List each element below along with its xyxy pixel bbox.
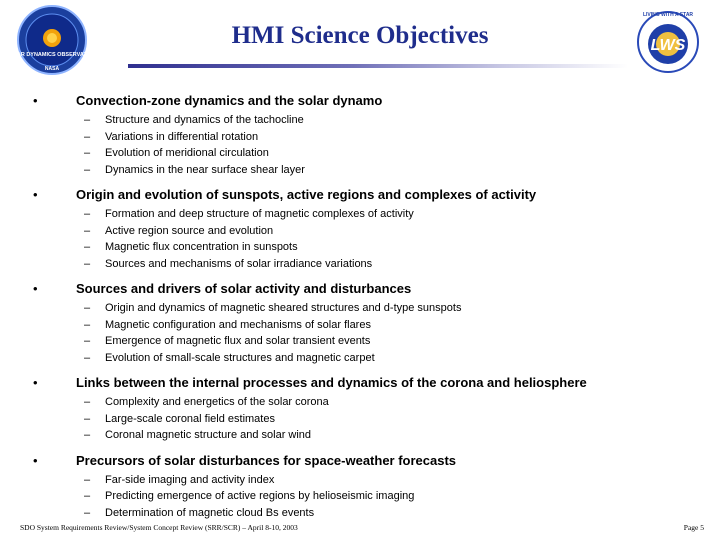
objective-subitems — [0, 302, 720, 368]
dash-marker-icon: – — [84, 224, 91, 237]
objective-subitem — [0, 164, 720, 181]
objective-subitem — [0, 147, 720, 164]
dash-marker-icon: – — [84, 506, 91, 519]
objective-heading: Convection-zone dynamics and the solar dynamo — [76, 93, 383, 108]
objective-subitem — [0, 335, 720, 352]
objective-subitems — [0, 208, 720, 274]
subitem-text: Far-side imaging and activity index — [105, 473, 275, 486]
footer-citation: SDO System Requirements Review/System Concept Review (SRR/SCR) – April 8-10, 2003 — [20, 523, 298, 532]
title-divider — [128, 64, 628, 68]
objective-subitem — [0, 352, 720, 369]
subitem-text: Active region source and evolution — [105, 224, 274, 237]
dash-marker-icon: – — [84, 130, 91, 143]
objective-subitem — [0, 208, 720, 225]
sdo-logo-center-text: SOLAR DYNAMICS OBSERVATORY — [5, 52, 99, 58]
subitem-text: Complexity and energetics of the solar corona — [105, 396, 329, 408]
dash-marker-icon: – — [84, 335, 91, 347]
objective-heading: Links between the internal processes and dynamics of the corona and heliosphere — [76, 375, 587, 390]
dash-marker-icon: – — [84, 318, 91, 331]
bullet-marker-icon: • — [33, 375, 38, 390]
objective-subitem — [0, 302, 720, 319]
subitem-text: Determination of magnetic cloud Bs events — [105, 506, 315, 519]
objective-bullet — [0, 452, 720, 472]
subitem-text: Emergence of magnetic flux and solar transient events — [105, 335, 371, 347]
page-number: Page 5 — [683, 523, 704, 532]
lws-logo-main-text: LWS — [650, 37, 686, 54]
subitem-text: Structure and dynamics of the tachocline — [105, 114, 304, 126]
objective-subitem — [0, 241, 720, 258]
objectives-list — [0, 92, 720, 529]
subitem-text: Formation and deep structure of magnetic complexes of activity — [105, 208, 414, 220]
bullet-marker-icon: • — [33, 281, 38, 296]
dash-marker-icon: – — [84, 208, 91, 220]
objective-subitem — [0, 507, 720, 524]
bullet-marker-icon: • — [33, 93, 38, 108]
dash-marker-icon: – — [84, 147, 91, 159]
subitem-text: Evolution of small-scale structures and magnetic carpet — [105, 351, 375, 364]
subitem-text: Coronal magnetic structure and solar wind — [105, 429, 312, 441]
subitem-text: Magnetic configuration and mechanisms of solar flares — [105, 318, 371, 331]
objective-subitem — [0, 225, 720, 242]
objective-subitems — [0, 396, 720, 446]
page-title: HMI Science Objectives — [231, 22, 489, 49]
objective-bullet — [0, 280, 720, 300]
subitem-text: Sources and mechanisms of solar irradiance variations — [105, 257, 373, 270]
bullet-marker-icon: • — [33, 187, 38, 202]
subitem-text: Large-scale coronal field estimates — [105, 412, 275, 425]
objective-bullet — [0, 374, 720, 394]
objective-subitem — [0, 319, 720, 336]
subitem-text: Evolution of meridional circulation — [105, 147, 269, 159]
lws-logo-ring-text: LIVING WITH A STAR — [642, 12, 694, 18]
dash-marker-icon: – — [84, 473, 91, 486]
objective-subitem — [0, 413, 720, 430]
objective-subitem — [0, 490, 720, 507]
dash-marker-icon: – — [84, 241, 91, 253]
subitem-text: Dynamics in the near surface shear layer — [105, 163, 305, 176]
subitem-text: Predicting emergence of active regions by helioseismic imaging — [105, 490, 415, 502]
objective-subitem — [0, 131, 720, 148]
objective-heading: Origin and evolution of sunspots, active regions and complexes of activity — [76, 187, 537, 202]
objective-heading: Precursors of solar disturbances for space-weather forecasts — [76, 452, 457, 468]
dash-marker-icon: – — [84, 257, 91, 270]
objective-subitem — [0, 474, 720, 491]
bullet-marker-icon: • — [33, 452, 38, 468]
subitem-text: Magnetic flux concentration in sunspots — [105, 241, 298, 253]
objective-heading: Sources and drivers of solar activity and disturbances — [76, 281, 412, 296]
dash-marker-icon: – — [84, 429, 91, 441]
dash-marker-icon: – — [84, 302, 91, 314]
dash-marker-icon: – — [84, 351, 91, 364]
dash-marker-icon: – — [84, 412, 91, 425]
subitem-text: Origin and dynamics of magnetic sheared structures and d-type sunspots — [105, 302, 462, 314]
dash-marker-icon: – — [84, 114, 91, 126]
objective-subitem — [0, 396, 720, 413]
objective-subitem — [0, 114, 720, 131]
sdo-logo-bottom-text: NASA — [44, 66, 60, 72]
objective-bullet — [0, 186, 720, 206]
subitem-text: Variations in differential rotation — [105, 130, 259, 143]
objective-subitem — [0, 258, 720, 275]
dash-marker-icon: – — [84, 396, 91, 408]
dash-marker-icon: – — [84, 490, 91, 502]
objective-bullet — [0, 92, 720, 112]
objective-subitems — [0, 474, 720, 524]
objective-subitem — [0, 429, 720, 446]
dash-marker-icon: – — [84, 163, 91, 176]
objective-subitems — [0, 114, 720, 180]
